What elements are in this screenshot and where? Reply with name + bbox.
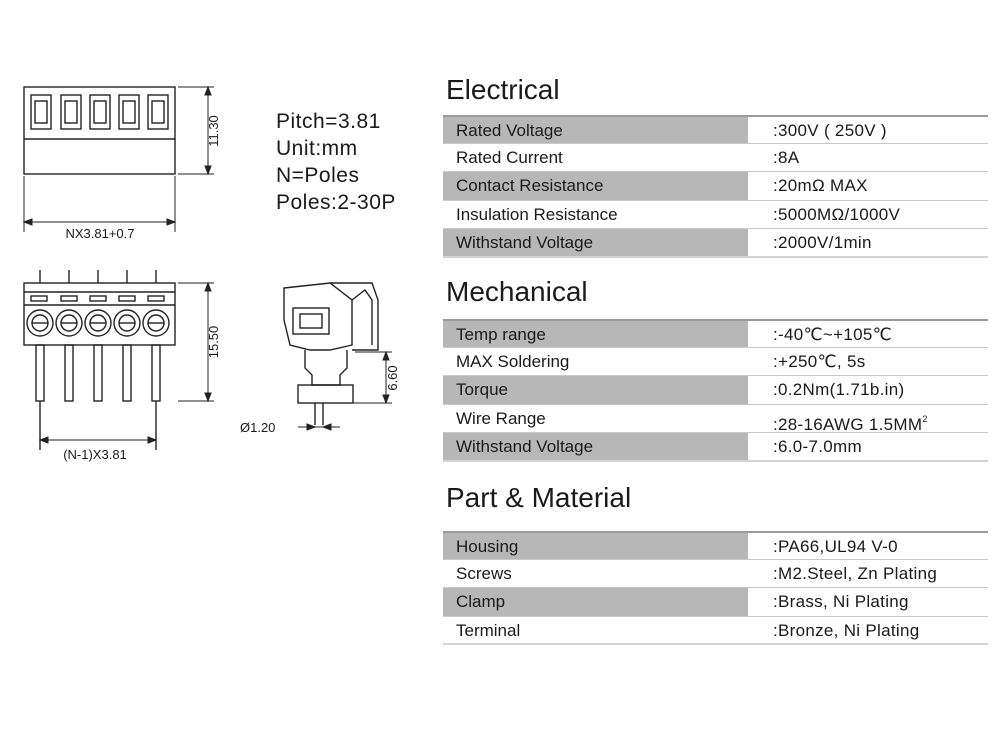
electrical-table (443, 115, 988, 258)
mechanical-table (443, 319, 988, 462)
squared-superscript: 2 (922, 413, 928, 424)
electrical-title: Electrical (446, 74, 560, 105)
material-title: Part & Material (446, 482, 632, 513)
front-view-pins (36, 270, 160, 450)
spec-label: Clamp (443, 588, 748, 616)
table-row (443, 560, 988, 589)
spec-value: :20mΩ MAX (773, 176, 868, 196)
spec-value: :Brass, Ni Plating (773, 592, 909, 612)
spec-value: :Bronze, Ni Plating (773, 620, 920, 640)
table-row (443, 229, 988, 258)
table-row (443, 433, 988, 462)
spec-value: :-40℃~+105℃ (773, 325, 892, 344)
spec-value: :0.2Nm(1.71b.in) (773, 380, 905, 400)
table-row (443, 172, 988, 201)
spec-label: MAX Soldering (456, 351, 570, 371)
spec-label: Torque (443, 376, 748, 404)
unit-text: Unit:mm (276, 137, 358, 160)
n-text: N=Poles (276, 164, 360, 187)
spec-label: Withstand Voltage (443, 229, 748, 256)
poles-text: Poles:2-30P (276, 191, 396, 214)
front-view-tabs (31, 296, 164, 301)
table-row (443, 319, 988, 348)
material-table (443, 531, 988, 645)
table-row (443, 144, 988, 173)
spec-label: Withstand Voltage (443, 433, 748, 460)
front-view-drawing (24, 270, 214, 450)
table-row (443, 115, 988, 144)
top-view-openings (31, 95, 168, 129)
spec-value: :300V ( 250V ) (773, 121, 887, 140)
top-view-drawing (24, 87, 214, 232)
spec-value: :8A (773, 147, 800, 167)
spec-label: Wire Range (456, 408, 546, 428)
table-row (443, 531, 988, 560)
table-row (443, 588, 988, 617)
spec-label: Screws (456, 563, 512, 583)
dim-height-top: 11.30 (206, 115, 221, 147)
dim-width-top: NX3.81+0.7 (65, 226, 135, 241)
table-row (443, 617, 988, 646)
spec-value: :5000MΩ/1000V (773, 204, 901, 224)
spec-value: :M2.Steel, Zn Plating (773, 563, 938, 583)
spec-label: Rated Voltage (443, 117, 748, 143)
table-row (443, 348, 988, 377)
spec-label: Contact Resistance (443, 172, 748, 200)
dim-width-front: (N-1)X3.81 (63, 447, 127, 462)
spec-value: :2000V/1min (773, 233, 872, 253)
spec-value: :+250℃, 5s (773, 351, 866, 371)
table-row (443, 376, 988, 405)
spec-label: Housing (443, 533, 748, 559)
parameters-block (276, 108, 446, 216)
mechanical-title: Mechanical (446, 276, 588, 307)
dim-pin-length: 6.60 (385, 365, 400, 391)
table-row (443, 201, 988, 230)
spec-value: :PA66,UL94 V-0 (773, 537, 898, 556)
dim-pin-diameter: Ø1.20 (240, 420, 276, 435)
front-view-screws (27, 310, 169, 336)
pitch-text: Pitch=3.81 (276, 110, 381, 133)
spec-label: Insulation Resistance (456, 204, 618, 224)
table-row (443, 405, 988, 434)
side-view-drawing (284, 283, 392, 430)
spec-value (773, 405, 988, 433)
dim-height-front: 15.50 (206, 325, 221, 359)
spec-label: Temp range (443, 321, 748, 347)
wire-range-value: :28-16AWG 1.5MM (773, 414, 923, 434)
spec-label: Terminal (456, 620, 521, 640)
spec-label: Rated Current (456, 147, 563, 167)
spec-value: :6.0-7.0mm (773, 437, 862, 457)
